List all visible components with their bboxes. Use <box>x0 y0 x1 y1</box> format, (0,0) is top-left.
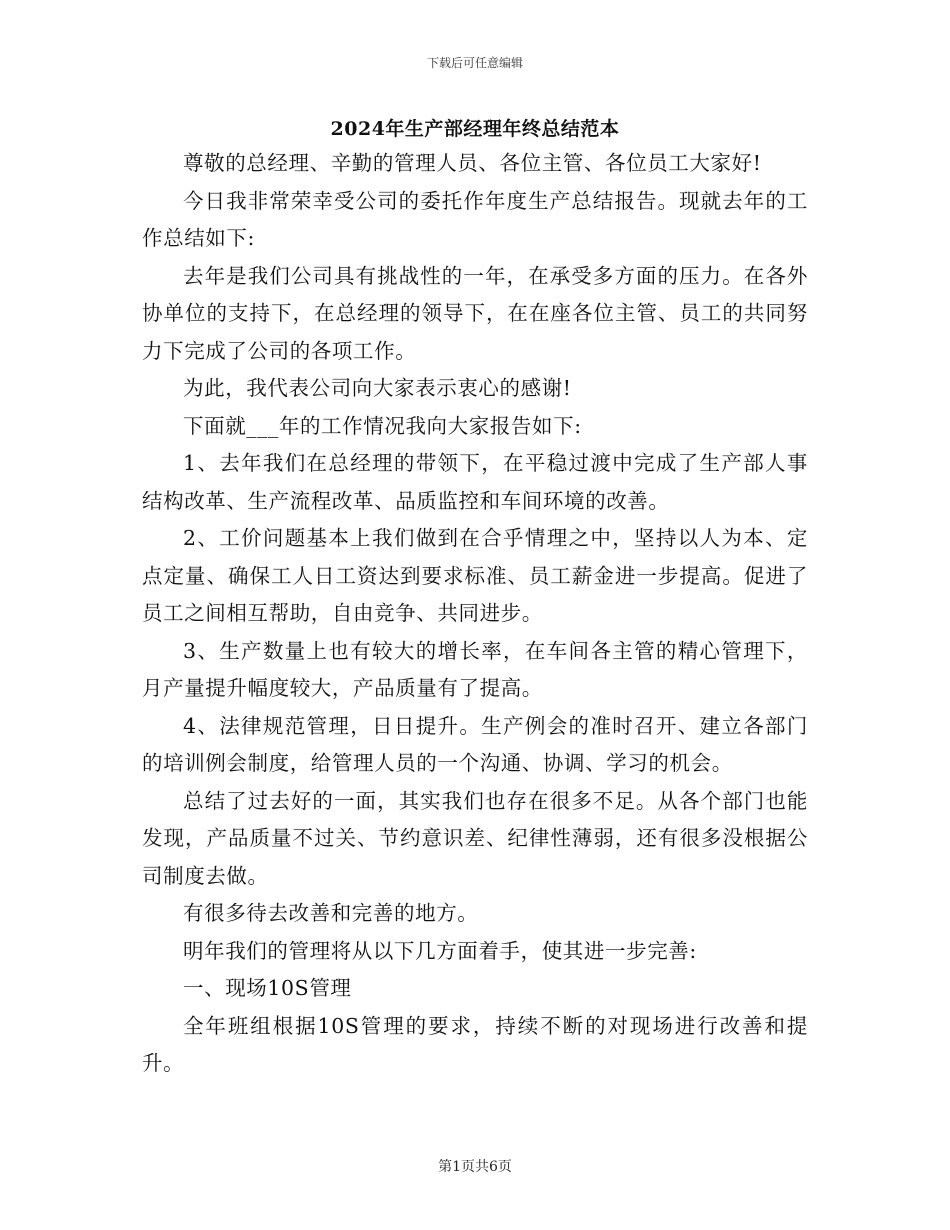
paragraph-item-1: 1、去年我们在总经理的带领下，在平稳过渡中完成了生产部人事结构改革、生产流程改革、品质监控和车间环境的改善。 <box>142 451 808 513</box>
paragraph-item-2: 2、工价问题基本上我们做到在合乎情理之中，坚持以人为本、定点定量、确保工人日工资达到要求标准、员工薪金进一步提高。促进了员工之间相互帮助，自由竞争、共同进步。 <box>142 526 808 625</box>
paragraph-shortcomings: 总结了过去好的一面，其实我们也存在很多不足。从各个部门也能发现，产品质量不过关、节约意识差、纪律性薄弱，还有很多没根据公司制度去做。 <box>142 788 808 888</box>
paragraph-item-3: 3、生产数量上也有较大的增长率，在车间各主管的精心管理下，月产量提升幅度较大，产品质量有了提高。 <box>142 638 808 700</box>
paragraph-context: 去年是我们公司具有挑战性的一年，在承受多方面的压力。在各外协单位的支持下，在总经理的领导下，在在座各位主管、员工的共同努力下完成了公司的各项工作。 <box>142 263 808 363</box>
document-title: 2024年生产部经理年终总结范本 <box>330 118 620 140</box>
paragraph-report-lead: 下面就___年的工作情况我向大家报告如下: <box>183 413 582 438</box>
document-body <box>142 145 808 1083</box>
paragraph-item-4: 4、法律规范管理，日日提升。生产例会的准时召开、建立各部门的培训例会制度，给管理人员的一个沟通、协调、学习的机会。 <box>142 713 808 775</box>
section-heading-10s: 一、现场10S管理 <box>183 976 352 1000</box>
header-note: 下载后可任意编辑 <box>426 56 523 70</box>
paragraph-10s: 全年班组根据10S管理的要求，持续不断的对现场进行改善和提升。 <box>142 1013 808 1075</box>
paragraph-thanks: 为此，我代表公司向大家表示衷心的感谢! <box>183 376 572 400</box>
page-number: 第1页共6页 <box>438 1159 512 1175</box>
paragraph-improvement: 有很多待去改善和完善的地方。 <box>183 901 479 925</box>
paragraph-greeting: 尊敬的总经理、辛勤的管理人员、各位主管、各位员工大家好! <box>183 151 762 175</box>
paragraph-next-year: 明年我们的管理将从以下几方面着手，使其进一步完善: <box>183 938 697 963</box>
paragraph-intro: 今日我非常荣幸受公司的委托作年度生产总结报告。现就去年的工作总结如下: <box>142 188 808 250</box>
